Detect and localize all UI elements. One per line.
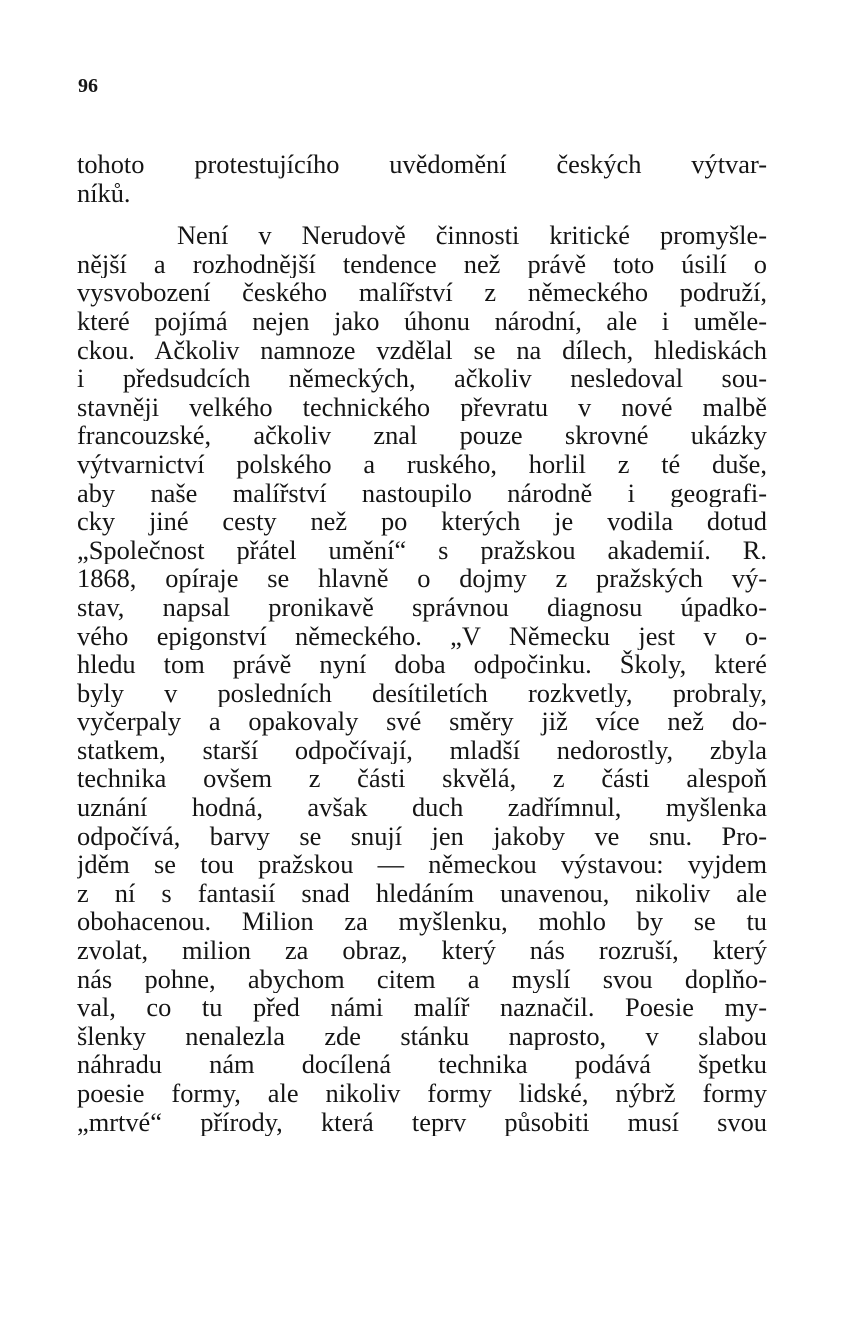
text-line: aby naše malířství nastoupilo národně i geografi- [77,478,767,508]
text-line: byly v posledních desítiletích rozkvetly, probraly, [77,678,767,708]
page-number: 96 [78,75,98,97]
text-line: poesie formy, ale nikoliv formy lidské, nýbrž formy [77,1079,767,1108]
body-text [77,150,767,1136]
text-line: hledu tom právě nyní doba odpočinku. Školy, které [77,650,767,679]
text-line: nás pohne, abychom citem a myslí svou doplňo- [77,964,767,994]
text-line: stav, napsal pronikavě správnou diagnosu úpadko- [77,592,767,622]
text-line: výtvarnictví polského a ruského, horlil z té duše, [77,449,767,479]
text-line: vého epigonství německého. „V Německu jest v o- [77,621,767,651]
text-line: které pojímá nejen jako úhonu národní, ale i uměle- [77,306,767,336]
text-line: uznání hodná, avšak duch zadřímnul, myšlenka [77,793,767,822]
text-line: vysvobození českého malířství z německého podruží, [77,278,767,307]
text-line: obohacenou. Milion za myšlenku, mohlo by se tu [77,907,767,937]
text-line: technika ovšem z části skvělá, z části alespoň [77,764,767,794]
text-line: níků. [77,178,131,208]
text-line: francouzské, ačkoliv znal pouze skrovné ukázky [77,421,767,450]
text-line: zvolat, milion za obraz, který nás rozruší, který [77,936,767,965]
text-line: Není v Nerudově činnosti kritické promyšle- [177,221,767,250]
text-line: vyčerpaly a opakovaly své směry již více než do- [77,707,767,736]
text-line: ckou. Ačkoliv namnoze vzdělal se na dílech, hlediskách [77,335,767,365]
text-line: náhradu nám docílená technika podává špetku [77,1050,767,1079]
text-line: odpočívá, barvy se snují jen jakoby ve snu. Pro- [77,821,767,851]
text-line: stavněji velkého technického převratu v nové malbě [77,392,767,422]
text-line: tohoto protestujícího uvědomění českých výtvar- [77,150,767,179]
text-line: „mrtvé“ přírody, která teprv působiti musí svou [77,1107,767,1137]
text-line: šlenky nenalezla zde stánku naprosto, v slabou [77,1021,767,1051]
text-line: val, co tu před námi malíř naznačil. Poesie my- [77,993,767,1022]
text-line: jděm se tou pražskou — německou výstavou: vyjdem [77,850,767,879]
text-line: 1868, opíraje se hlavně o dojmy z pražských vý- [77,564,767,593]
text-line: statkem, starší odpočívají, mladší nedorostly, zbyla [77,735,767,765]
text-line: nější a rozhodnější tendence než právě toto úsilí o [77,249,767,279]
text-line: z ní s fantasií snad hledáním unavenou, nikoliv ale [77,878,767,908]
text-line: „Společnost přátel umění“ s pražskou akademií. R. [77,535,767,565]
text-line: cky jiné cesty než po kterých je vodila dotud [77,507,767,536]
text-line: i předsudcích německých, ačkoliv nesledoval sou- [77,364,767,393]
